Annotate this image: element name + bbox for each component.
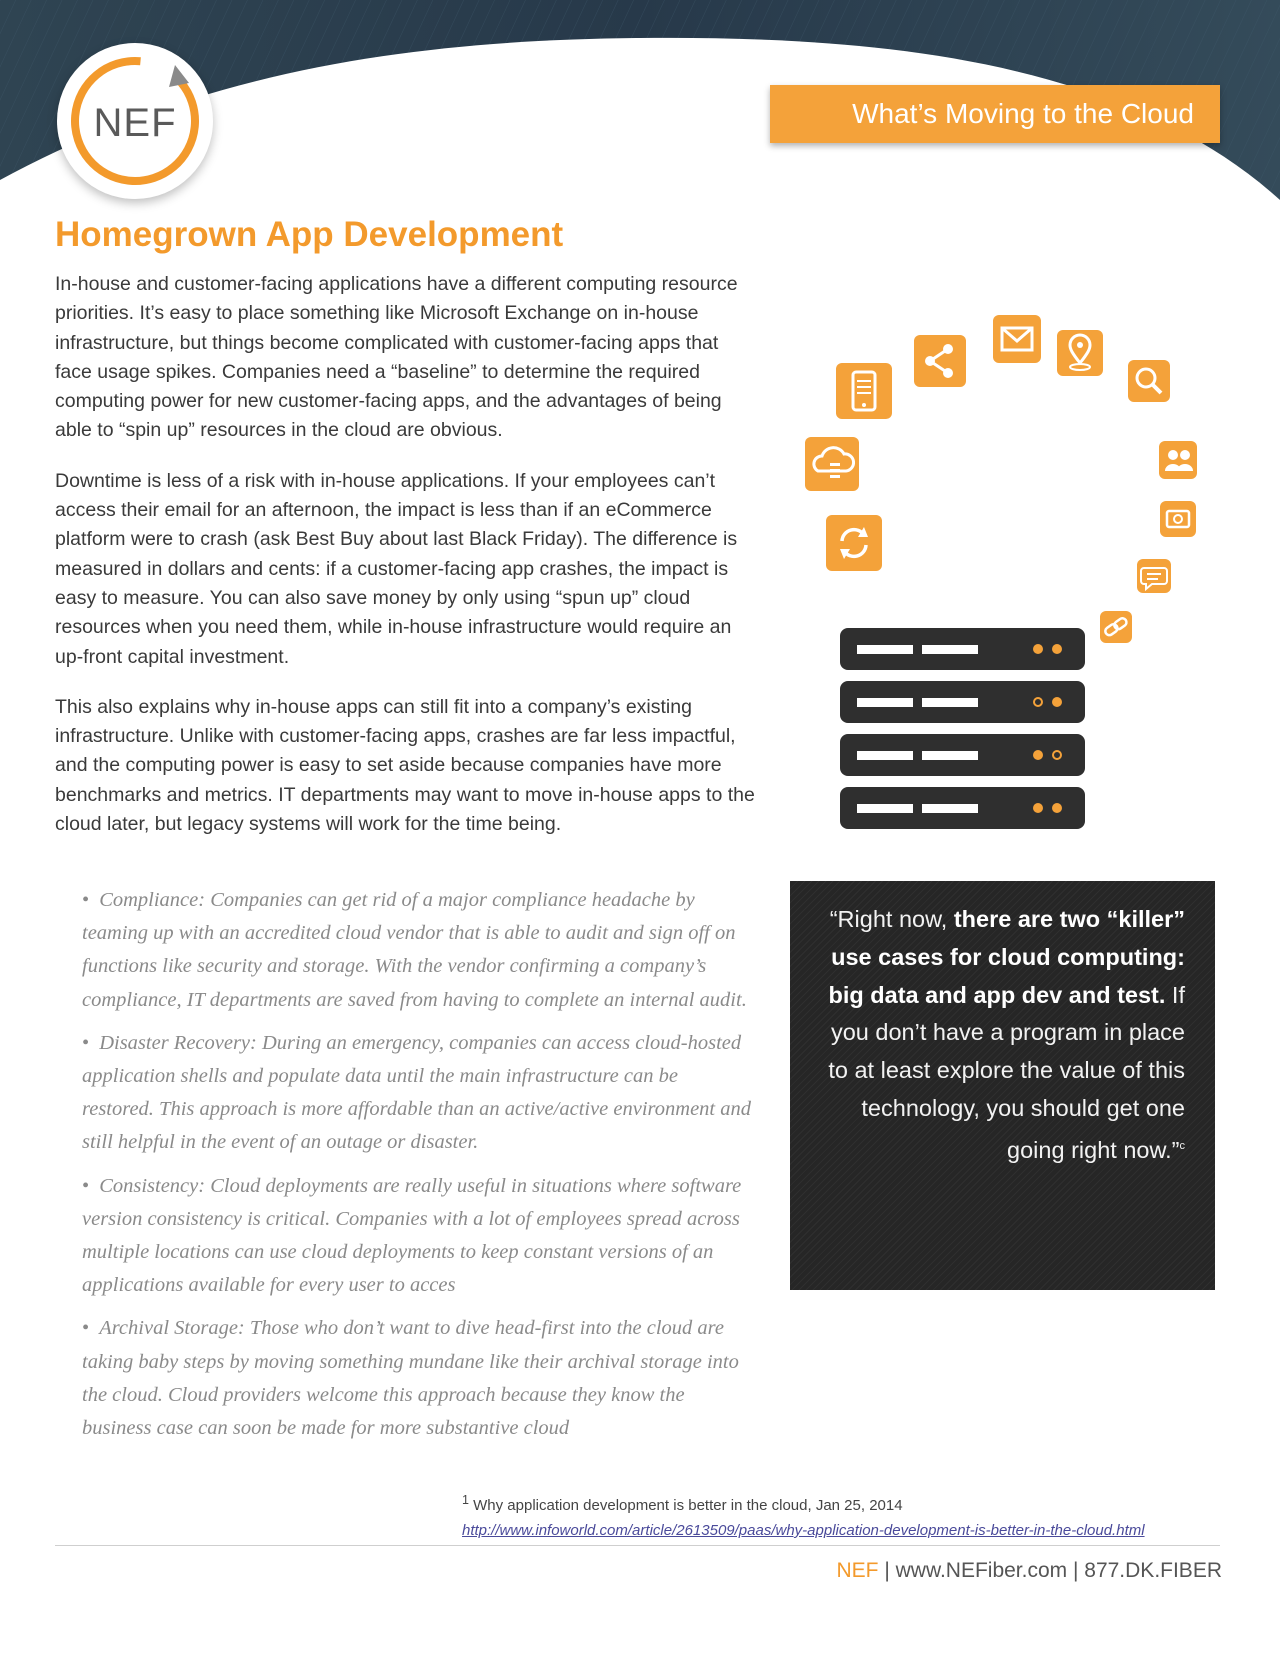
server-unit — [840, 734, 1085, 776]
cloud-storage-icon — [805, 437, 859, 491]
footer-brand: NEF — [836, 1559, 879, 1582]
bullet-dot: • — [82, 1031, 90, 1054]
bullet-item — [82, 1027, 752, 1160]
footnote-link[interactable]: http://www.infoworld.com/article/2613509/paas/why-application-development-is-better-in-the-cloud.html — [462, 1522, 1145, 1539]
paragraph: Downtime is less of a risk with in-house applications. If your employees can’t access their email for an afternoon, the impact is less than if an eCommerce platform were to crash (ask Best Buy about last Black Friday). The difference is measured in dollars and cents: if a customer-facing app crashes, the impact is easy to measure. You can also save money by only using “spun up” cloud resources when you need them, while in-house infrastructure would require an up-front capital investment. — [55, 469, 738, 668]
mail-icon — [993, 315, 1041, 363]
paragraph: In-house and customer-facing applications have a different computing resource priorities. It’s easy to place something like Microsoft Exchange on in-house infrastructure, but things become complicated with customer-facing apps that face usage spikes. Companies need a “baseline” to determine the required computing power for new customer-facing apps, and the advantages of being able to “spin up” resources in the cloud are obvious. — [55, 273, 738, 442]
pull-quote — [790, 881, 1215, 1290]
footnote-line — [462, 1488, 1145, 1518]
bullet-item — [82, 1170, 752, 1303]
footnote-text: Why application development is better in the cloud, Jan 25, 2014 — [473, 1497, 903, 1514]
server-unit — [840, 681, 1085, 723]
footer-divider — [55, 1545, 1220, 1546]
search-icon — [1128, 360, 1170, 402]
bullet-list — [82, 884, 752, 1455]
mobile-phone-icon — [836, 363, 892, 419]
quote-rest: If you don’t have a program in place to at least explore the value of this technology, you should get one going right now.” — [828, 981, 1185, 1163]
camera-icon — [1160, 501, 1196, 537]
footnote — [462, 1488, 1145, 1543]
bullet-text: Consistency: Cloud deployments are really useful in situations where software version consistency is critical. Companies with a lot of employees spread across multiple locations can use cloud deployments to keep constant versions of an applications available for every user to acces — [82, 1174, 742, 1297]
quote-open: “Right now, — [829, 906, 954, 932]
server-rack — [840, 628, 1085, 829]
logo-text: NEF — [93, 101, 177, 145]
location-pin-icon — [1057, 330, 1103, 376]
footer-contact: | www.NEFiber.com | 877.DK.FIBER — [878, 1559, 1222, 1582]
page-title: Homegrown App Development — [55, 215, 564, 254]
quote-text — [810, 901, 1185, 1169]
bullet-text: Disaster Recovery: During an emergency, companies can access cloud-hosted application shells and populate data until the main infrastructure can be restored. This approach is more affordable than an active/active environment and still helpful in the event of an outage or disaster. — [82, 1031, 751, 1154]
paragraph: This also explains why in-house apps can still fit into a company’s existing infrastructure. Unlike with customer-facing apps, crashes are far less impactful, and the computing power is easy to set aside because companies have more benchmarks and metrics. IT departments may want to move in-house apps to the cloud later, but legacy systems will work for the time being. — [55, 695, 755, 836]
quote-ref: c — [1179, 1139, 1185, 1152]
footnote-number: 1 — [462, 1493, 469, 1507]
chat-icon — [1137, 559, 1171, 593]
nef-logo[interactable] — [57, 43, 213, 199]
bullet-text: Compliance: Companies can get rid of a major compliance headache by teaming up with an accredited cloud vendor that is able to audit and sign off on functions like security and storage. With the vendor confirming a company’s compliance, IT departments are saved from having to complete an internal audit. — [82, 889, 747, 1011]
banner-title: What’s Moving to the Cloud — [852, 98, 1194, 129]
footer — [836, 1559, 1222, 1583]
bullet-dot: • — [82, 1317, 90, 1340]
users-icon — [1159, 441, 1197, 479]
bullet-dot: • — [82, 889, 90, 911]
server-unit — [840, 628, 1085, 670]
section-banner — [770, 85, 1220, 143]
link-icon — [1100, 611, 1132, 643]
sync-icon — [826, 515, 882, 571]
bullet-item — [82, 884, 752, 1017]
bullet-text: Archival Storage: Those who don’t want to dive head-first into the cloud are taking baby steps by moving something mundane like their archival storage into the cloud. Cloud providers welcome this approach because they know the business case can soon be made for more substantive cloud — [82, 1317, 739, 1440]
share-icon — [914, 335, 966, 387]
bullet-item — [82, 1312, 752, 1445]
server-unit — [840, 787, 1085, 829]
cloud-server-illustration — [790, 315, 1230, 835]
article-body — [55, 270, 755, 860]
bullet-dot: • — [82, 1174, 90, 1197]
quote-highlight: there are two “killer” use cases for cloud computing: big data and app dev and test. — [828, 906, 1185, 1008]
